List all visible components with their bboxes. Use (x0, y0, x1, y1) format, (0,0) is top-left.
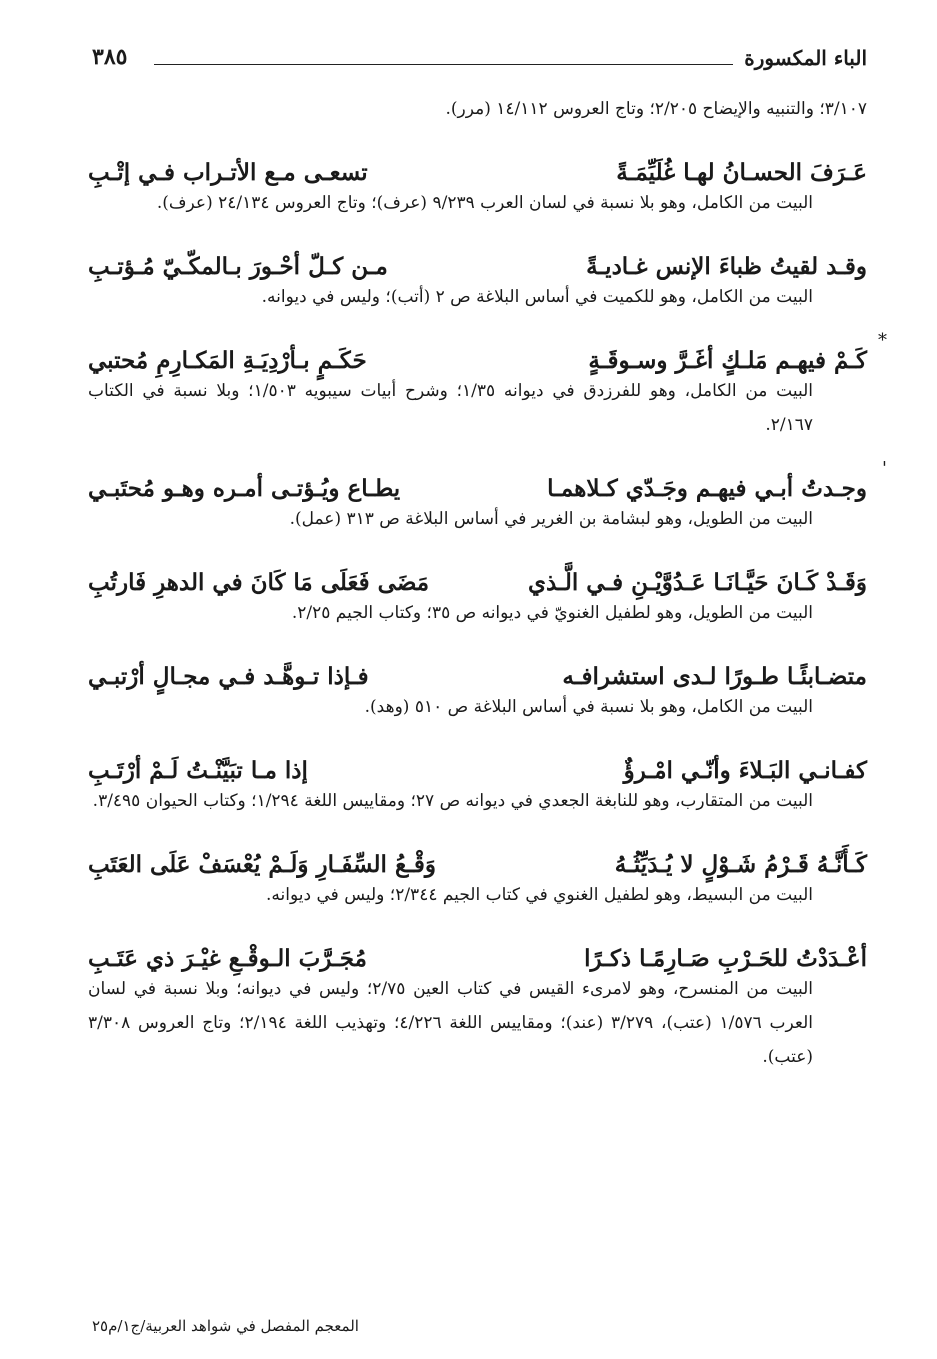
continuation-note: ٣/١٠٧؛ والتنبيه والإيضاح ٢/٢٠٥؛ وتاج العروس ١٤/١١٢ (مرر). (445, 99, 867, 119)
verse-entry (88, 830, 867, 912)
verse-source-note: البيت من الطويل، وهو لطفيل الغنويّ في ديوانه ص ٣٥؛ وكتاب الجيم ٢/٢٥. (291, 603, 813, 623)
verse-entry (88, 736, 867, 818)
second-hemistich: وَقْـعُ السِّفَـارِ وَلَـمْ يُعْسَفْ عَلَى العَتَبِ (88, 851, 437, 878)
verse-line (88, 830, 867, 878)
second-hemistich: يطـاع ويُـؤتـى أمـره وهـو مُحتَبـي (88, 475, 401, 502)
verse-source-note: البيت من المنسرح، وهو لامرىء القيس في كتاب العين ٢/٧٥؛ وليس في ديوانه؛ وبلا نسبة في لسان العرب ١/٥٧٦ (عتب)، ٣/٢٧٩ (عند)؛ ومقاييس اللغة ٤/٢٢٦؛ وتهذيب اللغة ٢/١٩٤؛ وتاج العروس ٣/٣٠٨ (عتب). (88, 979, 814, 1067)
verse-entry (88, 454, 887, 536)
verse-entry (88, 924, 867, 1074)
verse-source-note: البيت من البسيط، وهو لطفيل الغنوي في كتاب الجيم ٢/٣٤٤؛ وليس في ديوانه. (266, 885, 813, 905)
verse-source-note: البيت من المتقارب، وهو للنابغة الجعدي في ديوانه ص ٢٧؛ ومقاييس اللغة ١/٢٩٤؛ وكتاب الحيوان ٣/٤٩٥. (92, 791, 813, 811)
verse-entry (88, 642, 867, 724)
asterisk-mark: * (878, 330, 887, 351)
verse-line (88, 642, 867, 690)
verse-entry (88, 548, 867, 630)
first-hemistich: كفـانـي البَـلاءَ وأنّـي امْـرؤٌ (623, 757, 867, 784)
second-hemistich: إذا مـا تبَيَّنْـتُ لَـمْ أرْتَـبِ (88, 757, 308, 784)
verse-entry (88, 232, 867, 314)
verse-line (88, 232, 867, 280)
page-header (92, 44, 867, 78)
first-hemistich: كَـأَنَّـهُ قَـرْمُ شَـوْلٍ لا يُـدَيِّثُـهُ (614, 851, 867, 878)
verse-source-note: البيت من الكامل، وهو للفرزدق في ديوانه ١/٣٥؛ وشرح أبيات سيبويه ١/٥٠٣؛ وبلا نسبة في الكتاب ٢/١٦٧. (88, 381, 813, 435)
second-hemistich: مُجَـرَّبَ الـوقْـعِ غيْـرَ ذي عَتَـبِ (88, 945, 367, 972)
verse-entry (88, 138, 867, 220)
entry-mark: ' (882, 458, 887, 479)
second-hemistich: مَضَى فَعَلَى مَا كَانَ في الدهرِ فَارتُبِ (88, 569, 430, 596)
header-rule (154, 64, 733, 65)
second-hemistich: تسعـى مـع الأتـراب فـي إتْـبِ (88, 159, 368, 186)
first-hemistich: كَـمْ فيهـم مَلـكٍ أغَـرَّ وسـوقَـةٍ (588, 347, 867, 374)
second-hemistich: حَكَـمٍ بـأرْدِيَـةِ المَكـارِمِ مُحتبي (88, 347, 367, 374)
first-hemistich: متضـابئًـا طـورًا لـدى استشرافـه (562, 663, 867, 690)
verse-source-note: البيت من الكامل، وهو للكميت في أساس البلاغة ص ٢ (أتب)؛ وليس في ديوانه. (261, 287, 813, 307)
first-hemistich: وَقَـدْ كَـانَ حَيَّـانَـا عَـدُوَّيْـنِ فـي الَّـذي (528, 569, 867, 596)
first-hemistich: أعْـدَدْتُ للحَـرْبِ صَـارِمًـا ذكـرًا (584, 945, 867, 972)
second-hemistich: فـإذا تـوهَّـد فـي مجـالٍ أرْتبـي (88, 663, 369, 690)
page-footer: المعجم المفصل في شواهد العربية/ج١/م٢٥ (92, 1317, 359, 1335)
verse-line (88, 548, 867, 596)
verse-line (88, 454, 887, 502)
second-hemistich: مـن كـلّ أحْـورَ بـالمكّـيّ مُـؤتـبِ (88, 253, 388, 280)
verse-line (88, 138, 867, 186)
verse-source-note: البيت من الطويل، وهو لبشامة بن الغرير في أساس البلاغة ص ٣١٣ (عمل). (289, 509, 813, 529)
page-number: ٣٨٥ (92, 44, 128, 70)
first-hemistich: وقـد لقيتُ ظباءَ الإنس غـاديـةً (586, 253, 867, 280)
first-hemistich: عَـرَفَ الحسـانُ لهـا غُلَيِّمَـةً (616, 159, 867, 186)
first-hemistich: وجـدتُ أبـي فيهـم وجَـدّي كـلاهمـا (547, 475, 867, 502)
verse-source-note: البيت من الكامل، وهو بلا نسبة في أساس البلاغة ص ٥١٠ (وهد). (364, 697, 813, 717)
verse-line (88, 736, 867, 784)
verse-source-note: البيت من الكامل، وهو بلا نسبة في لسان العرب ٩/٢٣٩ (عرف)؛ وتاج العروس ٢٤/١٣٤ (عرف). (156, 193, 813, 213)
running-title: الباء المكسورة (744, 46, 867, 70)
verse-entry (88, 326, 887, 442)
verse-line (88, 924, 867, 972)
page-content (88, 92, 887, 1082)
verse-line (88, 326, 887, 374)
